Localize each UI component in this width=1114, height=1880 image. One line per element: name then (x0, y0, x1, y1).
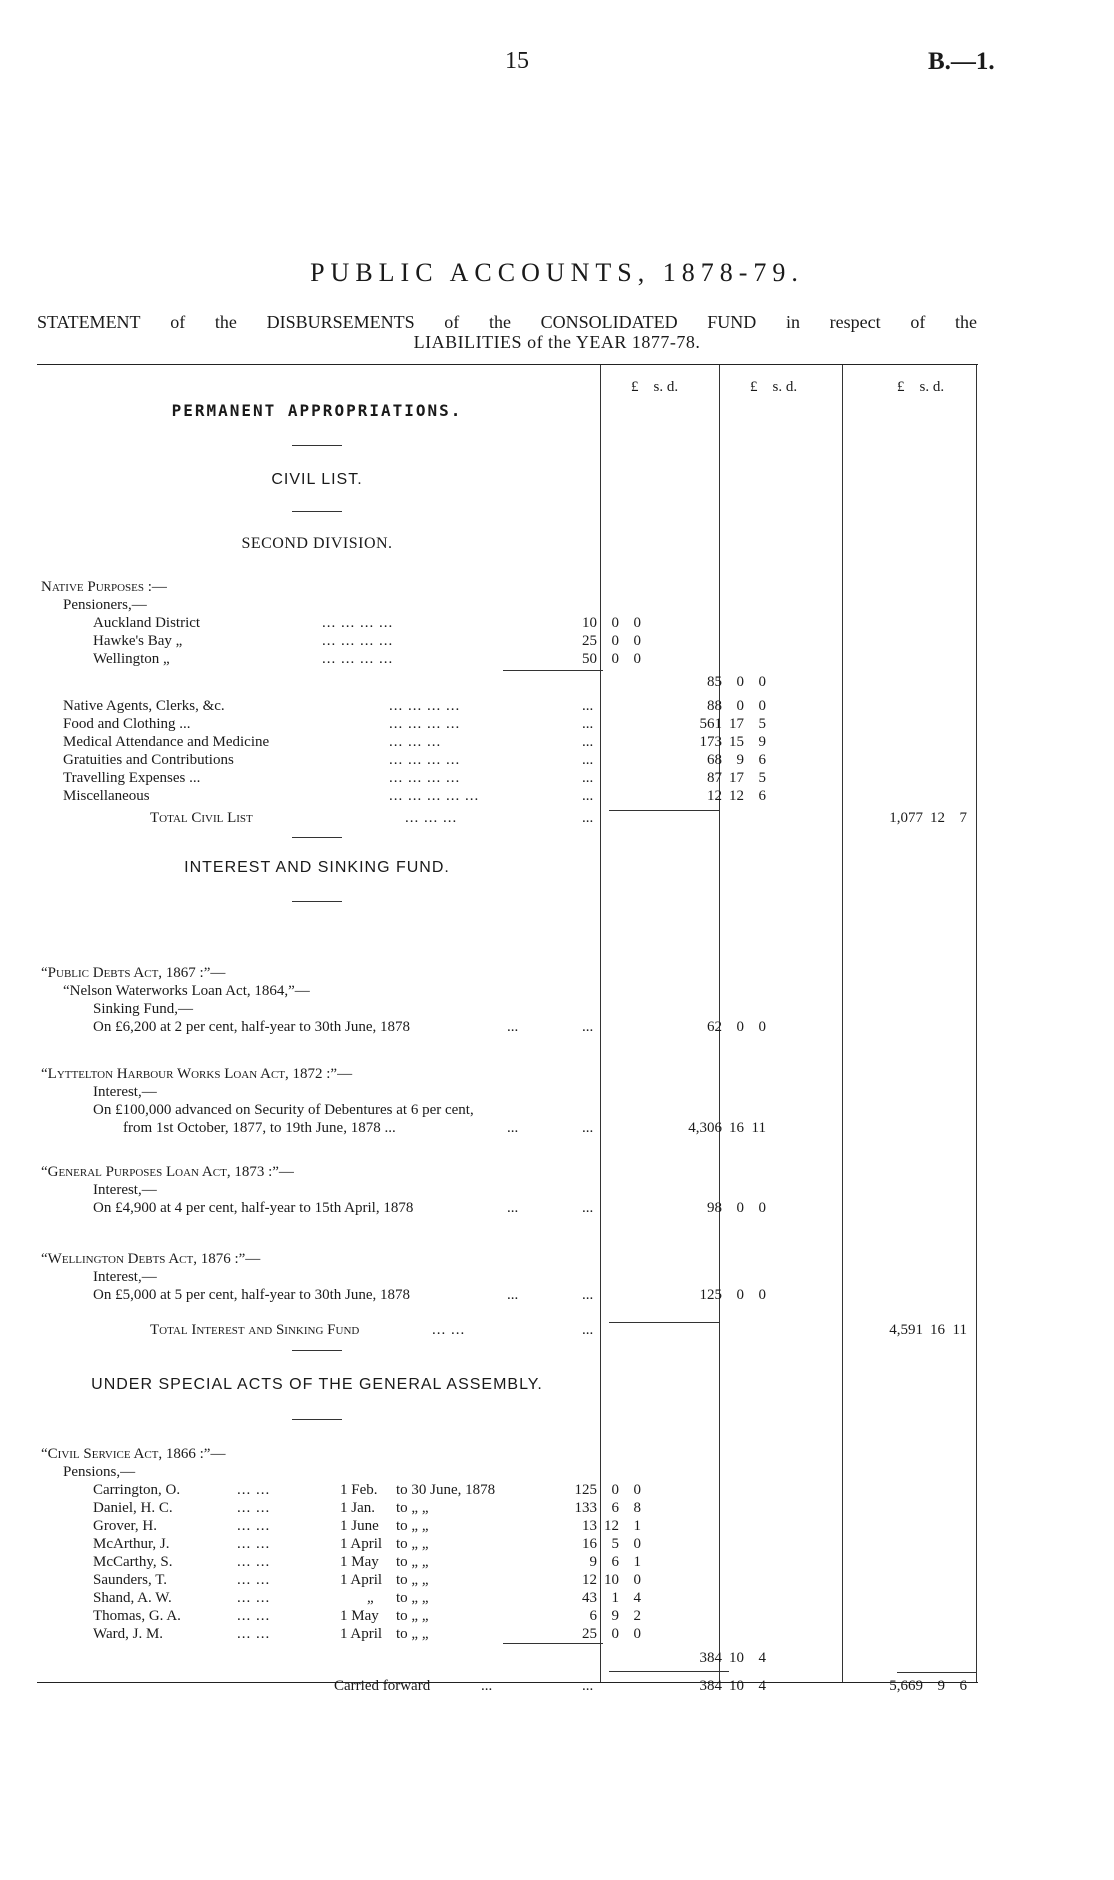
subtitle-line-1 (37, 312, 977, 333)
amount-part: 4,306 (688, 1120, 722, 1136)
amount-part: 1 (633, 1554, 641, 1570)
table-row (37, 809, 978, 827)
pension-to: to „ „ (396, 1554, 429, 1570)
amount-part: 0 (611, 615, 619, 631)
amount-part: 0 (633, 1536, 641, 1552)
amount-part: 25 (582, 1626, 597, 1642)
leader-dots: ... ... (237, 1518, 271, 1534)
leader-dots: ... ... ... ... ... (389, 788, 480, 804)
interest-line: Interest,— (93, 1269, 157, 1285)
interest-line: “Nelson Waterworks Loan Act, 1864,”— (63, 983, 310, 999)
amount-part: 9 (736, 752, 744, 768)
expense-label: Medical Attendance and Medicine (63, 734, 270, 750)
interest-line: “Wellington Debts Act, 1876 :”— (41, 1251, 261, 1267)
pensioner-district: Auckland District (93, 615, 201, 631)
col1-header: £ s. d. (631, 379, 679, 395)
table-row (37, 596, 978, 614)
leader-dots: ... (481, 1678, 493, 1694)
pensioner-name: Thomas, G. A. (93, 1608, 181, 1624)
amount-part: 10 (729, 1650, 744, 1666)
leader-dots: ... ... ... ... (389, 698, 461, 714)
pensioner-name: McCarthy, S. (93, 1554, 173, 1570)
amount-part: 13 (582, 1518, 597, 1534)
table-row (37, 964, 978, 982)
amount-part: 2 (633, 1608, 641, 1624)
table-row (37, 751, 978, 769)
table-row (37, 1000, 978, 1018)
pensioner-name: Saunders, T. (93, 1572, 168, 1588)
pension-to: to 30 June, 1878 (396, 1482, 496, 1498)
amount-part: 11 (751, 1120, 766, 1136)
amount-part: 0 (633, 633, 641, 649)
interest-line: On £6,200 at 2 per cent, half-year to 30th June, 1878 (93, 1019, 410, 1035)
amount-part: 50 (582, 651, 597, 667)
pension-to: to „ „ (396, 1518, 429, 1534)
separator (292, 511, 342, 512)
amount-part: 0 (633, 1572, 641, 1588)
amount-part: 15 (729, 734, 744, 750)
leader-dots: ... (582, 1019, 594, 1035)
amount-part: 0 (758, 698, 766, 714)
pensioner-amount (557, 632, 639, 650)
amount-part: 68 (707, 752, 722, 768)
pension-amount (557, 1625, 639, 1643)
amount-part: 25 (582, 633, 597, 649)
amount-part: 6 (611, 1500, 619, 1516)
pension-from: 1 April (340, 1626, 383, 1642)
pensioner-name: Ward, J. M. (93, 1626, 164, 1642)
amount-part: 9 (758, 734, 766, 750)
expense-label: Travelling Expenses ... (63, 770, 201, 786)
expense-label: Gratuities and Contributions (63, 752, 234, 768)
table-row (37, 1517, 978, 1535)
interest-line: Sinking Fund,— (93, 1001, 194, 1017)
leader-dots: ... (507, 1019, 519, 1035)
separator (292, 901, 342, 902)
col2-header: £ s. d. (750, 379, 798, 395)
leader-dots: ... (582, 1200, 594, 1216)
expense-label: Food and Clothing ... (63, 716, 191, 732)
leader-dots: ... ... ... ... (322, 615, 394, 631)
rule (503, 1643, 603, 1644)
amount-part: 6 (589, 1608, 597, 1624)
table-row (37, 1445, 978, 1463)
pension-amount (557, 1535, 639, 1553)
table-row (37, 1250, 978, 1268)
table-row (37, 697, 978, 715)
amount-part: 125 (699, 1287, 722, 1303)
table-row (37, 1553, 978, 1571)
table-row (37, 1677, 978, 1695)
expense-amount (680, 733, 766, 751)
pension-to: to „ „ (396, 1608, 429, 1624)
subtitle-word: the (488, 312, 511, 332)
amount-part: 16 (930, 1322, 945, 1338)
amount-part: 6 (758, 752, 766, 768)
pension-amount (557, 1517, 639, 1535)
interest-line: from 1st October, 1877, to 19th June, 1878 ... (123, 1120, 396, 1136)
document-reference: B.—1. (928, 48, 995, 75)
pensioner-district: Hawke's Bay „ (93, 633, 183, 649)
total-interest-label: Total Interest and Sinking Fund (150, 1322, 360, 1338)
amount-part: 173 (699, 734, 722, 750)
leader-dots: ... ... (237, 1608, 271, 1624)
amount-part: 10 (604, 1572, 619, 1588)
subtitle-word: the (954, 312, 977, 332)
interest-amount (680, 1199, 766, 1217)
amount-part: 0 (611, 633, 619, 649)
statement-table (37, 364, 978, 1694)
native-purposes-heading: Native Purposes :— (41, 579, 167, 595)
carried-forward-col2 (680, 1677, 766, 1695)
leader-dots: ... ... (432, 1322, 466, 1338)
page-title: PUBLIC ACCOUNTS, 1878-79. (310, 258, 804, 287)
subtitle-word: the (214, 312, 237, 332)
amount-part: 0 (758, 1200, 766, 1216)
subtitle-word: of (170, 312, 186, 332)
leader-dots: ... ... ... (389, 734, 442, 750)
amount-part: 4 (758, 1650, 766, 1666)
leader-dots: ... (582, 1287, 594, 1303)
table-row (37, 650, 978, 668)
interest-line: Interest,— (93, 1084, 157, 1100)
pension-to: to „ „ (396, 1626, 429, 1642)
interest-line: On £5,000 at 5 per cent, half-year to 30th June, 1878 (93, 1287, 410, 1303)
amount-part: 11 (952, 1322, 967, 1338)
table-row (37, 1607, 978, 1625)
amount-part: 0 (633, 651, 641, 667)
pension-from: 1 May (340, 1554, 379, 1570)
leader-dots: ... (582, 810, 594, 826)
col3-header: £ s. d. (897, 379, 945, 395)
amount-part: 12 (582, 1572, 597, 1588)
rule (609, 1671, 729, 1672)
amount-part: 12 (930, 810, 945, 826)
pension-to: to „ „ (396, 1590, 429, 1606)
amount-part: 384 (699, 1650, 722, 1666)
amount-part: 5 (758, 770, 766, 786)
amount-part: 7 (959, 810, 967, 826)
civil-service-heading: “Civil Service Act, 1866 :”— (41, 1446, 226, 1462)
amount-part: 6 (611, 1554, 619, 1570)
rule (503, 670, 603, 671)
leader-dots: ... (507, 1200, 519, 1216)
subtitle-word: respect (829, 312, 881, 332)
amount-part: 98 (707, 1200, 722, 1216)
separator (292, 1419, 342, 1420)
pensioner-amount (557, 650, 639, 668)
pension-amount (557, 1499, 639, 1517)
amount-part: 4 (633, 1590, 641, 1606)
pension-from: 1 April (340, 1572, 383, 1588)
separator (292, 1350, 342, 1351)
pension-amount (557, 1589, 639, 1607)
table-row (37, 787, 978, 805)
leader-dots: ... ... (237, 1626, 271, 1642)
pensioners-total (680, 673, 766, 691)
pensioner-amount (557, 614, 639, 632)
amount-part: 85 (707, 674, 722, 690)
pensioner-name: Shand, A. W. (93, 1590, 172, 1606)
leader-dots: ... (582, 1120, 594, 1136)
interest-line: On £100,000 advanced on Security of Debentures at 6 per cent, (93, 1102, 474, 1118)
subtitle-line-2: LIABILITIES of the YEAR 1877-78. (413, 332, 701, 352)
expense-amount (680, 769, 766, 787)
special-acts-heading: UNDER SPECIAL ACTS OF THE GENERAL ASSEMBLY. (91, 1376, 543, 1393)
pension-from: 1 Feb. (340, 1482, 378, 1498)
interest-amount (680, 1119, 766, 1137)
table-row (37, 614, 978, 632)
pension-from: 1 April (340, 1536, 383, 1552)
table-row (37, 1463, 978, 1481)
subtitle-word: in (785, 312, 800, 332)
interest-line: “General Purposes Loan Act, 1873 :”— (41, 1164, 294, 1180)
amount-part: 12 (729, 788, 744, 804)
interest-line: “Public Debts Act, 1867 :”— (41, 965, 226, 981)
amount-part: 16 (729, 1120, 744, 1136)
expense-amount (680, 715, 766, 733)
expense-label: Miscellaneous (63, 788, 150, 804)
civil-list-heading: CIVIL LIST. (271, 471, 363, 488)
amount-part: 0 (736, 1019, 744, 1035)
amount-part: 4 (758, 1678, 766, 1694)
amount-part: 125 (574, 1482, 597, 1498)
leader-dots: ... (582, 716, 594, 732)
table-row (37, 982, 978, 1000)
amount-part: 0 (633, 615, 641, 631)
table-row (37, 1625, 978, 1643)
interest-line: Interest,— (93, 1182, 157, 1198)
amount-part: 1,077 (889, 810, 923, 826)
second-division-heading: SECOND DIVISION. (241, 535, 393, 552)
leader-dots: ... ... (237, 1482, 271, 1498)
leader-dots: ... (582, 734, 594, 750)
amount-part: 9 (589, 1554, 597, 1570)
amount-part: 0 (736, 1200, 744, 1216)
table-row (37, 578, 978, 596)
amount-part: 561 (699, 716, 722, 732)
pension-amount (557, 1481, 639, 1499)
pension-from: „ (367, 1590, 374, 1606)
leader-dots: ... (582, 752, 594, 768)
subtitle-word: of (444, 312, 460, 332)
rule (897, 1672, 977, 1673)
interest-line: “Lyttelton Harbour Works Loan Act, 1872 :”— (41, 1066, 353, 1082)
pensioners-label: Pensioners,— (63, 597, 147, 613)
amount-part: 4,591 (889, 1322, 923, 1338)
expense-amount (680, 697, 766, 715)
leader-dots: ... ... ... ... (389, 716, 461, 732)
permanent-appropriations-heading: PERMANENT APPROPRIATIONS. (171, 401, 463, 420)
carried-forward-total (867, 1677, 967, 1695)
pension-from: 1 Jan. (340, 1500, 375, 1516)
leader-dots: ... ... ... ... (322, 651, 394, 667)
leader-dots: ... ... (237, 1572, 271, 1588)
amount-part: 0 (736, 1287, 744, 1303)
amount-part: 0 (611, 1626, 619, 1642)
pension-to: to „ „ (396, 1536, 429, 1552)
amount-part: 12 (707, 788, 722, 804)
amount-part: 0 (758, 1019, 766, 1035)
leader-dots: ... ... (237, 1536, 271, 1552)
table-row (37, 1571, 978, 1589)
subtitle-word: STATEMENT (37, 312, 141, 332)
amount-part: 10 (582, 615, 597, 631)
page-number: 15 (505, 48, 529, 74)
amount-part: 0 (633, 1626, 641, 1642)
leader-dots: ... (507, 1120, 519, 1136)
leader-dots: ... (582, 770, 594, 786)
amount-part: 0 (611, 651, 619, 667)
leader-dots: ... (582, 1322, 594, 1338)
leader-dots: ... ... ... ... (389, 752, 461, 768)
amount-part: 0 (633, 1482, 641, 1498)
amount-part: 0 (758, 1287, 766, 1303)
amount-part: 43 (582, 1590, 597, 1606)
carried-forward-label: Carried forward (334, 1678, 431, 1694)
amount-part: 87 (707, 770, 722, 786)
leader-dots: ... ... ... (405, 810, 458, 826)
table-row (37, 1649, 978, 1667)
amount-part: 133 (574, 1500, 597, 1516)
total-civil-list (867, 809, 967, 827)
amount-part: 1 (633, 1518, 641, 1534)
table-row (37, 769, 978, 787)
amount-part: 0 (736, 674, 744, 690)
amount-part: 9 (611, 1608, 619, 1624)
leader-dots: ... ... ... ... (389, 770, 461, 786)
separator (292, 837, 342, 838)
pensioner-name: Daniel, H. C. (93, 1500, 173, 1516)
expense-amount (680, 787, 766, 805)
subtitle-word: FUND (707, 312, 757, 332)
expense-amount (680, 751, 766, 769)
amount-part: 0 (611, 1482, 619, 1498)
civil-service-total (680, 1649, 766, 1667)
pension-amount (557, 1553, 639, 1571)
pension-to: to „ „ (396, 1500, 429, 1516)
amount-part: 6 (758, 788, 766, 804)
pensioner-name: Carrington, O. (93, 1482, 181, 1498)
amount-part: 5 (611, 1536, 619, 1552)
total-civil-list-label: Total Civil List (150, 810, 253, 826)
leader-dots: ... (582, 1678, 594, 1694)
leader-dots: ... ... (237, 1590, 271, 1606)
table-row (37, 733, 978, 751)
pensions-label: Pensions,— (63, 1464, 136, 1480)
table-row (37, 1163, 978, 1181)
subtitle-word: DISBURSEMENTS (266, 312, 415, 332)
amount-part: 8 (633, 1500, 641, 1516)
amount-part: 88 (707, 698, 722, 714)
amount-part: 384 (699, 1678, 722, 1694)
pensioner-name: Grover, H. (93, 1518, 157, 1534)
leader-dots: ... (507, 1287, 519, 1303)
amount-part: 16 (582, 1536, 597, 1552)
subtitle-word: CONSOLIDATED (540, 312, 678, 332)
amount-part: 12 (604, 1518, 619, 1534)
pension-amount (557, 1571, 639, 1589)
table-row (37, 1499, 978, 1517)
pensioner-district: Wellington „ (93, 651, 170, 667)
amount-part: 6 (959, 1678, 967, 1694)
amount-part: 17 (729, 716, 744, 732)
table-row (37, 1589, 978, 1607)
amount-part: 1 (611, 1590, 619, 1606)
amount-part: 17 (729, 770, 744, 786)
table-row (37, 1199, 978, 1217)
table-row (37, 632, 978, 650)
amount-part: 5,669 (889, 1678, 923, 1694)
leader-dots: ... ... (237, 1554, 271, 1570)
pension-amount (557, 1607, 639, 1625)
table-row (37, 673, 978, 691)
table-row (37, 1101, 978, 1119)
table-row (37, 1535, 978, 1553)
table-row (37, 1083, 978, 1101)
pensioner-name: McArthur, J. (93, 1536, 170, 1552)
subtitle-word: of (910, 312, 926, 332)
interest-heading: INTEREST AND SINKING FUND. (184, 859, 450, 876)
amount-part: 62 (707, 1019, 722, 1035)
amount-part: 0 (736, 698, 744, 714)
expense-label: Native Agents, Clerks, &c. (63, 698, 225, 714)
table-row (37, 1065, 978, 1083)
table-row (37, 715, 978, 733)
table-row (37, 1018, 978, 1036)
total-interest (867, 1321, 967, 1339)
amount-part: 5 (758, 716, 766, 732)
table-row (37, 1286, 978, 1304)
amount-part: 10 (729, 1678, 744, 1694)
leader-dots: ... (582, 698, 594, 714)
leader-dots: ... ... (237, 1500, 271, 1516)
amount-part: 0 (758, 674, 766, 690)
table-row (37, 1481, 978, 1499)
pension-from: 1 May (340, 1608, 379, 1624)
table-row (37, 1321, 978, 1339)
table-row (37, 1268, 978, 1286)
table-row (37, 1119, 978, 1137)
pension-from: 1 June (340, 1518, 379, 1534)
pension-to: to „ „ (396, 1572, 429, 1588)
interest-amount (680, 1018, 766, 1036)
interest-amount (680, 1286, 766, 1304)
separator (292, 445, 342, 446)
interest-line: On £4,900 at 4 per cent, half-year to 15th April, 1878 (93, 1200, 414, 1216)
amount-part: 9 (937, 1678, 945, 1694)
leader-dots: ... ... ... ... (322, 633, 394, 649)
leader-dots: ... (582, 788, 594, 804)
table-row (37, 1181, 978, 1199)
